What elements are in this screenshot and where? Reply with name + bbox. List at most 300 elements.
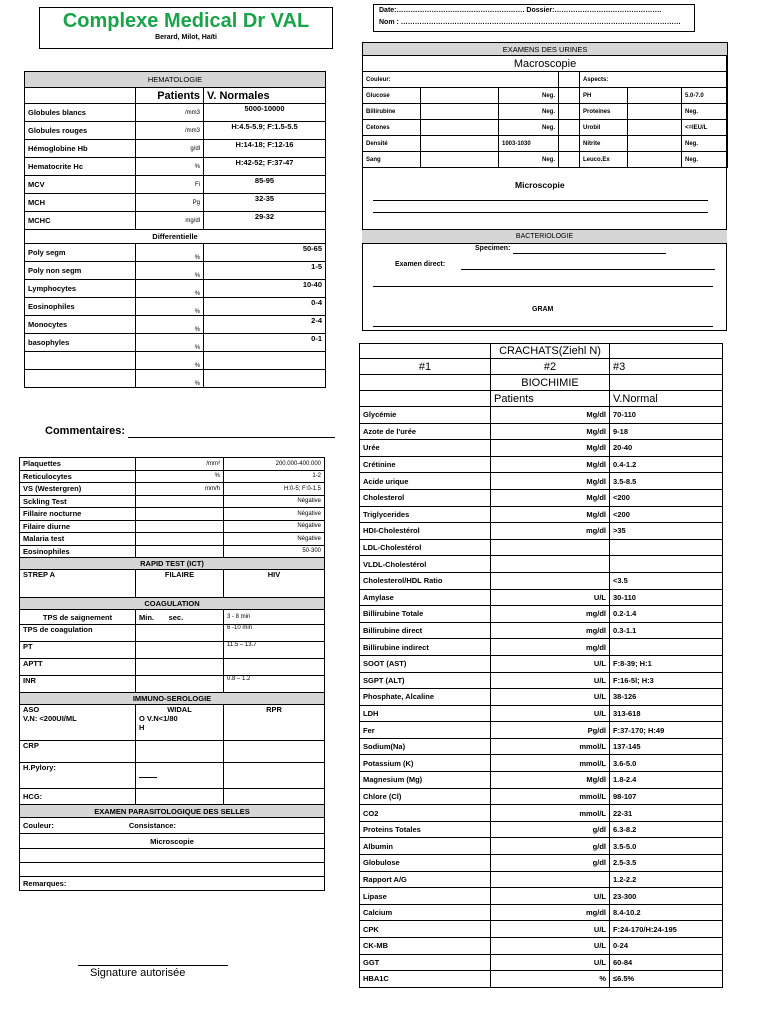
normal-range: F:37-170; H:49	[610, 722, 723, 739]
unit-cell[interactable]: mg/dl	[491, 622, 610, 639]
normal-range: H:14-18; F:12-16	[204, 140, 326, 158]
unit-cell[interactable]	[491, 556, 610, 573]
normal-range: 3.6-5.0	[610, 755, 723, 772]
unit-cell[interactable]: mmol/L	[491, 738, 610, 755]
aso-cell[interactable]	[20, 705, 136, 741]
couleur-label[interactable]: Couleur:	[363, 72, 559, 88]
normal-range: H:42-52; F:37-47	[204, 158, 326, 176]
crachats-row	[360, 344, 723, 359]
urines-row	[363, 152, 728, 168]
unit-cell[interactable]: U/L	[491, 888, 610, 905]
test-label: VLDL-Cholestérol	[360, 556, 491, 573]
test-label: Poly segm	[25, 244, 136, 262]
biochimie-table	[359, 343, 723, 988]
value-cell[interactable]	[136, 625, 224, 642]
urines-micro-line-1[interactable]	[373, 190, 708, 201]
normal-range: F:24-170/H:24-195	[610, 921, 723, 938]
value-cell[interactable]	[224, 741, 325, 763]
widal-h: H	[139, 723, 145, 732]
unit-cell[interactable]: Fi	[136, 176, 204, 194]
urine-test-label: Glucose	[363, 88, 421, 104]
unit-cell[interactable]: %	[136, 370, 204, 388]
blank-cell[interactable]	[20, 863, 325, 877]
test-label: Globules rouges	[25, 122, 136, 140]
diff-row	[25, 280, 326, 298]
blank-cell	[559, 104, 580, 120]
hpylory-row	[20, 763, 325, 789]
coag-label: TPS de saignement	[20, 610, 136, 625]
hemato-row	[25, 122, 326, 140]
gram-line[interactable]	[373, 316, 713, 327]
misc-row	[20, 495, 325, 508]
normal-range: >35	[610, 523, 723, 540]
clinic-header-box	[39, 7, 333, 49]
bio-row	[360, 705, 723, 722]
bio-row	[360, 489, 723, 506]
misc-row	[20, 520, 325, 533]
bio-row	[360, 622, 723, 639]
unit-cell[interactable]: /mm3	[136, 122, 204, 140]
test-label: Lipase	[360, 888, 491, 905]
selles-title: EXAMEN PARASITOLOGIQUE DES SELLES	[20, 805, 325, 818]
unit-cell[interactable]	[136, 533, 224, 546]
hcg-label: HCG:	[20, 789, 136, 805]
hemato-col-row	[25, 88, 326, 104]
value-cell[interactable]	[136, 676, 224, 693]
signature-line[interactable]	[78, 955, 228, 966]
coag-row	[20, 642, 325, 659]
bio-row	[360, 722, 723, 739]
test-label: Hémoglobine Hb	[25, 140, 136, 158]
coag-head-row	[20, 610, 325, 625]
bio-row	[360, 407, 723, 424]
specimen-line[interactable]	[513, 243, 666, 254]
normal-range	[610, 639, 723, 656]
commentaires-line[interactable]	[128, 425, 335, 438]
test-label: Calcium	[360, 904, 491, 921]
urine-normal: Neg.	[499, 104, 559, 120]
nom-line[interactable]: Nom : …………………………………………………………………………………………………………	[379, 19, 681, 26]
hpylory-label: H.Pylory:	[20, 763, 136, 789]
hemato-row	[25, 176, 326, 194]
unit-cell[interactable]: mg/dl	[491, 639, 610, 656]
blank-cell	[610, 375, 723, 391]
normal-range: 23-300	[610, 888, 723, 905]
test-label: Billirubine indirect	[360, 639, 491, 656]
bio-row	[360, 954, 723, 971]
selles-micro-row	[20, 834, 325, 849]
unit-cell[interactable]: g/dl	[491, 838, 610, 855]
blank-cell[interactable]	[20, 849, 325, 863]
normal-range: 6.3-8.2	[610, 821, 723, 838]
clinic-address: Berard, Milot, Haïti	[155, 34, 217, 41]
unit-cell[interactable]: Mg/dl	[491, 440, 610, 457]
unit-cell[interactable]: U/L	[491, 655, 610, 672]
unit-cell[interactable]: g/dl	[491, 855, 610, 872]
hemato-row	[25, 212, 326, 230]
bio-row	[360, 440, 723, 457]
test-label: Urée	[360, 440, 491, 457]
unit-cell[interactable]: %	[136, 244, 204, 262]
crp-label: CRP	[20, 741, 136, 763]
test-label: basophyles	[25, 334, 136, 352]
test-label: SGPT (ALT)	[360, 672, 491, 689]
test-label: Proteins Totales	[360, 821, 491, 838]
remarques-label[interactable]: Remarques:	[20, 877, 325, 891]
normal-range: ≤6.5%	[610, 971, 723, 988]
normal-range: H:0-5; F:0-1.5	[224, 483, 325, 496]
test-label: Billirubine Totale	[360, 606, 491, 623]
urine-test-label: Billirubine	[363, 104, 421, 120]
bio-row	[360, 556, 723, 573]
coag-row	[20, 625, 325, 642]
misc-row	[20, 458, 325, 471]
bio-row	[360, 772, 723, 789]
urines-microscopie-label: Microscopie	[515, 180, 565, 190]
unit-cell[interactable]: U/L	[491, 589, 610, 606]
unit-cell[interactable]: /mm³	[136, 458, 224, 471]
bio-row	[360, 672, 723, 689]
test-label	[25, 352, 136, 370]
unit-cell[interactable]	[136, 545, 224, 558]
normal-range: 0.3-1.1	[610, 622, 723, 639]
bio-row	[360, 506, 723, 523]
value-cell[interactable]	[136, 659, 224, 676]
normal-range: 22-31	[610, 805, 723, 822]
unit-cell[interactable]: %	[136, 262, 204, 280]
value-cell[interactable]	[421, 120, 499, 136]
bio-row	[360, 639, 723, 656]
test-label: Globulose	[360, 855, 491, 872]
normal-range: 0.8 – 1.2	[224, 676, 325, 693]
unit-cell[interactable]: Mg/dl	[491, 423, 610, 440]
sample-number[interactable]: #3	[610, 359, 723, 375]
bio-row	[360, 855, 723, 872]
value-cell[interactable]	[136, 741, 224, 763]
diff-title: Differentielle	[25, 230, 326, 244]
urine-normal: Neg.	[682, 152, 728, 168]
unit-cell[interactable]: Mg/dl	[491, 506, 610, 523]
value-cell[interactable]	[628, 136, 682, 152]
normal-range: 1.8-2.4	[610, 772, 723, 789]
unit-cell[interactable]: mg/dl	[136, 212, 204, 230]
empty-cell	[25, 88, 136, 104]
test-label: SOOT (AST)	[360, 655, 491, 672]
urine-test-label: Proteines	[580, 104, 628, 120]
unit-cell[interactable]: Mg/dl	[491, 473, 610, 490]
test-label: Monocytes	[25, 316, 136, 334]
unit-cell[interactable]: mg/dl	[491, 523, 610, 540]
hcg-row	[20, 789, 325, 805]
test-label: Reticulocytes	[20, 470, 136, 483]
normal-range: Négative	[224, 533, 325, 546]
value-cell[interactable]	[421, 104, 499, 120]
widal-label: WIDAL	[167, 705, 192, 714]
value-cell[interactable]	[136, 763, 224, 789]
urine-test-label: Urobil	[580, 120, 628, 136]
unit-cell[interactable]	[136, 520, 224, 533]
bio-row	[360, 871, 723, 888]
unit-cell[interactable]: %	[136, 298, 204, 316]
normal-range: 0.2-1.4	[610, 606, 723, 623]
unit-cell[interactable]	[136, 508, 224, 521]
unit-cell[interactable]: g/dl	[136, 140, 204, 158]
col-normal: V.Normal	[610, 391, 723, 407]
urines-row	[363, 88, 728, 104]
normal-range: 313-618	[610, 705, 723, 722]
coag-min-sec[interactable]	[136, 610, 224, 625]
urine-test-label: Nitrite	[580, 136, 628, 152]
unit-cell[interactable]: Pg	[136, 194, 204, 212]
remarques-row	[20, 877, 325, 891]
unit-cell[interactable]: U/L	[491, 921, 610, 938]
unit-cell[interactable]: %	[136, 158, 204, 176]
urine-normal: 1003-1030	[499, 136, 559, 152]
test-label: HDI-Cholestérol	[360, 523, 491, 540]
blank-cell	[559, 72, 580, 88]
date-dossier-line[interactable]: Date:………………………………………………. Dossier:……………………………………….	[379, 7, 662, 14]
normal-range: 30-110	[610, 589, 723, 606]
normal-range: 2-4	[204, 316, 326, 334]
normal-range: 98-107	[610, 788, 723, 805]
unit-cell[interactable]: %	[136, 280, 204, 298]
misc-row	[20, 508, 325, 521]
diff-row	[25, 334, 326, 352]
test-label: Poly non segm	[25, 262, 136, 280]
rpr-cell[interactable]: RPR	[224, 705, 325, 741]
normal-range: 1.2-2.2	[610, 871, 723, 888]
bio-row	[360, 689, 723, 706]
normal-range: 3.5-5.0	[610, 838, 723, 855]
normal-range: 6 -10 min	[224, 625, 325, 642]
bio-row	[360, 805, 723, 822]
test-label: Glycémie	[360, 407, 491, 424]
value-cell[interactable]	[136, 789, 224, 805]
couleur-row	[363, 72, 728, 88]
normal-range: 200.000-400.000	[224, 458, 325, 471]
coag-row	[20, 676, 325, 693]
urines-row	[363, 120, 728, 136]
normal-range: <200	[610, 489, 723, 506]
normal-range: H:4.5-5.9; F:1.5-5.5	[204, 122, 326, 140]
value-cell[interactable]	[628, 152, 682, 168]
coag-label: PT	[20, 642, 136, 659]
normal-range	[204, 352, 326, 370]
value-cell[interactable]	[628, 120, 682, 136]
unit-cell[interactable]: /mm3	[136, 104, 204, 122]
test-label: Plaquettes	[20, 458, 136, 471]
normal-range: 1-2	[224, 470, 325, 483]
unit-cell[interactable]: mmol/L	[491, 755, 610, 772]
blank-row	[20, 849, 325, 863]
normal-range: 5000-10000	[204, 104, 326, 122]
urine-test-label: Densité	[363, 136, 421, 152]
clinic-title: Complexe Medical Dr VAL	[62, 10, 310, 32]
unit-cell[interactable]: mg/dl	[491, 606, 610, 623]
bio-row	[360, 821, 723, 838]
unit-cell[interactable]: %	[136, 316, 204, 334]
urine-test-label: Cetones	[363, 120, 421, 136]
test-label: CO2	[360, 805, 491, 822]
unit-cell[interactable]: U/L	[491, 672, 610, 689]
unit-cell[interactable]	[491, 871, 610, 888]
normal-range: Négative	[224, 495, 325, 508]
value-cell[interactable]	[628, 88, 682, 104]
test-label: Amylase	[360, 589, 491, 606]
unit-cell[interactable]: mmol/L	[491, 788, 610, 805]
test-label: Eosinophiles	[25, 298, 136, 316]
coag-title: COAGULATION	[20, 598, 325, 610]
blank-cell	[360, 375, 491, 391]
test-label: Magnesium (Mg)	[360, 772, 491, 789]
test-label: Fer	[360, 722, 491, 739]
rapid-title-row	[20, 558, 325, 570]
unit-cell[interactable]: mmol/L	[491, 805, 610, 822]
unit-cell[interactable]: U/L	[491, 954, 610, 971]
bio-row	[360, 971, 723, 988]
normal-range: <3.5	[610, 572, 723, 589]
diff-row	[25, 370, 326, 388]
sample-number[interactable]: #1	[360, 359, 491, 375]
bio-row	[360, 655, 723, 672]
normal-range: 10-40	[204, 280, 326, 298]
unit-cell[interactable]: Mg/dl	[491, 772, 610, 789]
urines-title-row	[363, 43, 728, 56]
normal-range: 32-35	[204, 194, 326, 212]
coag-row	[20, 659, 325, 676]
diff-row	[25, 262, 326, 280]
normal-range: 0-24	[610, 938, 723, 955]
unit-cell[interactable]: %	[136, 334, 204, 352]
sample-number[interactable]: #2	[491, 359, 610, 375]
misc-row	[20, 483, 325, 496]
unit-cell[interactable]	[491, 572, 610, 589]
test-label: MCH	[25, 194, 136, 212]
col-normales: V. Normales	[204, 88, 326, 104]
test-label: Acide urique	[360, 473, 491, 490]
normal-range: Négative	[224, 508, 325, 521]
test-label	[25, 370, 136, 388]
bio-row	[360, 523, 723, 540]
test-label: Cholesterol/HDL Ratio	[360, 572, 491, 589]
selles-row	[20, 818, 325, 834]
unit-cell[interactable]: Mg/dl	[491, 456, 610, 473]
biochimie-title: BIOCHIMIE	[491, 375, 610, 391]
unit-cell[interactable]: Mg/dl	[491, 407, 610, 424]
normal-range	[610, 556, 723, 573]
diff-title-row	[25, 230, 326, 244]
urines-table	[362, 42, 728, 168]
unit-cell[interactable]: U/L	[491, 689, 610, 706]
blank-cell	[559, 120, 580, 136]
col-patients: Patients	[491, 391, 610, 407]
bio-row	[360, 938, 723, 955]
normal-range: F:8-39; H:1	[610, 655, 723, 672]
widal-o: O V.N<1/80	[139, 714, 178, 723]
test-label: Filaire diurne	[20, 520, 136, 533]
rapid-test-cell[interactable]: HIV	[224, 570, 325, 598]
normal-range: Négative	[224, 520, 325, 533]
normal-range: 20-40	[610, 440, 723, 457]
unit-cell[interactable]: U/L	[491, 938, 610, 955]
bio-row	[360, 606, 723, 623]
hemato-row	[25, 194, 326, 212]
unit-cell[interactable]: mg/dl	[491, 904, 610, 921]
urine-normal: Neg.	[499, 152, 559, 168]
urine-normal: Neg.	[682, 104, 728, 120]
rapid-test-cell[interactable]: FILAIRE	[136, 570, 224, 598]
selles-couleur-cell[interactable]	[20, 818, 325, 834]
examen-direct-line-2[interactable]	[373, 276, 713, 287]
hemato-row	[25, 104, 326, 122]
unit-cell[interactable]: U/L	[491, 705, 610, 722]
urines-micro-line-2[interactable]	[373, 202, 708, 213]
unit-cell[interactable]	[136, 495, 224, 508]
normal-range: 9-18	[610, 423, 723, 440]
unit-cell[interactable]: %	[136, 352, 204, 370]
blank-row	[20, 863, 325, 877]
aspects-label[interactable]: Aspects:	[580, 72, 728, 88]
examen-direct-line[interactable]	[461, 259, 715, 270]
value-cell[interactable]	[136, 642, 224, 659]
urines-row	[363, 104, 728, 120]
misc-row	[20, 545, 325, 558]
unit-cell[interactable]: %	[136, 470, 224, 483]
rapid-row	[20, 570, 325, 598]
nums-row	[360, 359, 723, 375]
urine-normal: Neg.	[499, 88, 559, 104]
urine-normal: Neg.	[499, 120, 559, 136]
unit-cell[interactable]: Pg/dl	[491, 722, 610, 739]
normal-range: 50-300	[224, 545, 325, 558]
bio-row	[360, 539, 723, 556]
coag-title-row	[20, 598, 325, 610]
normal-range: 2.5-3.5	[610, 855, 723, 872]
test-label: Crétinine	[360, 456, 491, 473]
normal-range	[204, 370, 326, 388]
test-label: Globules blancs	[25, 104, 136, 122]
unit-cell[interactable]: %	[491, 971, 610, 988]
bio-row	[360, 788, 723, 805]
test-label: Sodium(Na)	[360, 738, 491, 755]
bio-col-row	[360, 391, 723, 407]
value-cell[interactable]	[421, 88, 499, 104]
rapid-test-cell[interactable]: STREP A	[20, 570, 136, 598]
normal-range: 0-4	[204, 298, 326, 316]
value-cell[interactable]	[421, 136, 499, 152]
coag-label: APTT	[20, 659, 136, 676]
normal-range: <200	[610, 506, 723, 523]
coag-label: TPS de coagulation	[20, 625, 136, 642]
value-cell[interactable]	[628, 104, 682, 120]
bio-row	[360, 755, 723, 772]
normal-range: 38-126	[610, 689, 723, 706]
unit-cell[interactable]: Mg/dl	[491, 489, 610, 506]
value-cell[interactable]	[421, 152, 499, 168]
value-cell[interactable]	[224, 763, 325, 789]
unit-cell[interactable]: mm/h	[136, 483, 224, 496]
hemato-title: HEMATOLOGIE	[25, 72, 326, 88]
test-label: Phosphate, Alcaline	[360, 689, 491, 706]
test-label: Potassium (K)	[360, 755, 491, 772]
blank-cell	[360, 391, 491, 407]
unit-cell[interactable]	[491, 539, 610, 556]
value-cell[interactable]	[224, 789, 325, 805]
commentaires-label: Commentaires:	[45, 425, 126, 437]
widal-cell[interactable]	[136, 705, 224, 741]
test-label: MCV	[25, 176, 136, 194]
unit-cell[interactable]: g/dl	[491, 821, 610, 838]
